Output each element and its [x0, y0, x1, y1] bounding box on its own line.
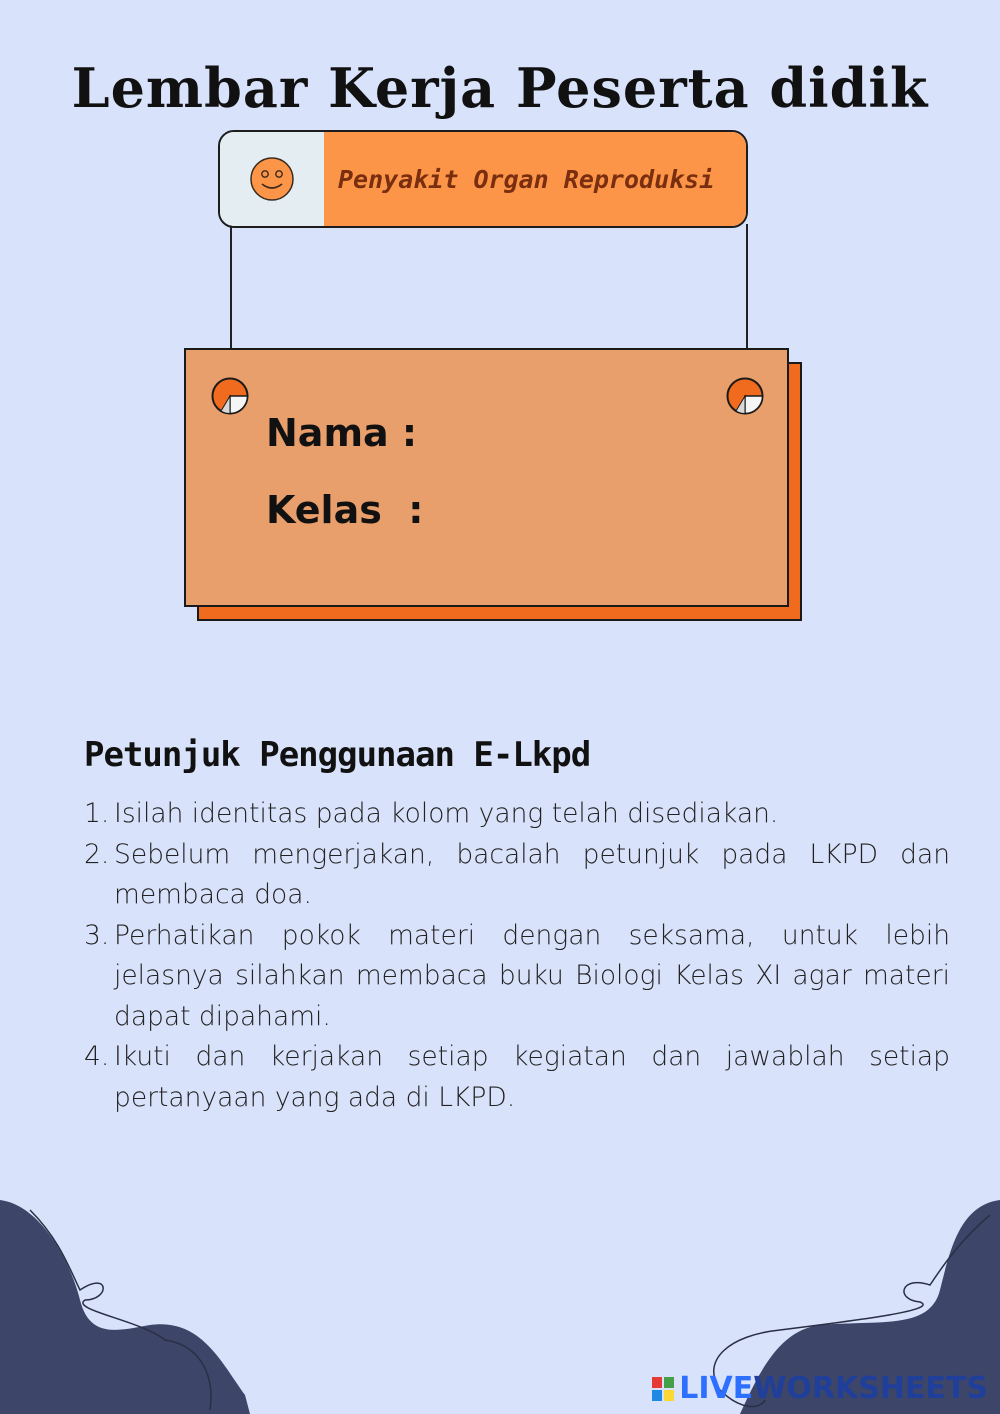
liveworksheets-logo-icon [651, 1376, 675, 1402]
list-item-text: Sebelum mengerjakan, bacalah petunjuk pada LKPD dan membaca doa. [114, 838, 950, 910]
instructions-list [84, 794, 950, 1118]
list-item-text: Isilah identitas pada kolom yang telah disediakan. [114, 798, 779, 829]
topic-label-box [324, 132, 746, 226]
topic-icon-box [220, 132, 324, 226]
liveworksheets-watermark [651, 1371, 988, 1406]
list-item-number: 3. [84, 919, 110, 951]
list-item [84, 916, 950, 1038]
list-item-text: Perhatikan pokok materi dengan seksama, untuk lebih jelasnya silahkan membaca buku Biologi Kelas XI agar materi dapat dipahami. [114, 919, 950, 1032]
smiley-face-icon [248, 155, 296, 203]
topic-tag [218, 130, 748, 228]
list-item-number: 4. [84, 1041, 110, 1072]
name-field-label: Nama : [266, 411, 418, 455]
watermark-rest-text: WORKSHEETS [753, 1371, 988, 1406]
right-board-hole-icon [726, 377, 764, 415]
left-board-hole-icon [211, 377, 249, 415]
instructions-heading: Petunjuk Penggunaan E-Lkpd [84, 735, 591, 775]
class-field-label: Kelas : [266, 488, 424, 532]
list-item [84, 1037, 950, 1118]
list-item-number: 1. [84, 798, 110, 829]
bottom-left-blob [0, 1200, 250, 1414]
list-item [84, 794, 950, 835]
identity-board [184, 348, 789, 607]
list-item [84, 835, 950, 916]
page-title: Lembar Kerja Peserta didik [71, 56, 929, 120]
watermark-live-text: LIVE [679, 1371, 754, 1406]
list-item-number: 2. [84, 838, 110, 870]
list-item-text: Ikuti dan kerjakan setiap kegiatan dan jawablah setiap pertanyaan yang ada di LKPD. [114, 1041, 950, 1113]
topic-label: Penyakit Organ Reproduksi [338, 164, 715, 194]
